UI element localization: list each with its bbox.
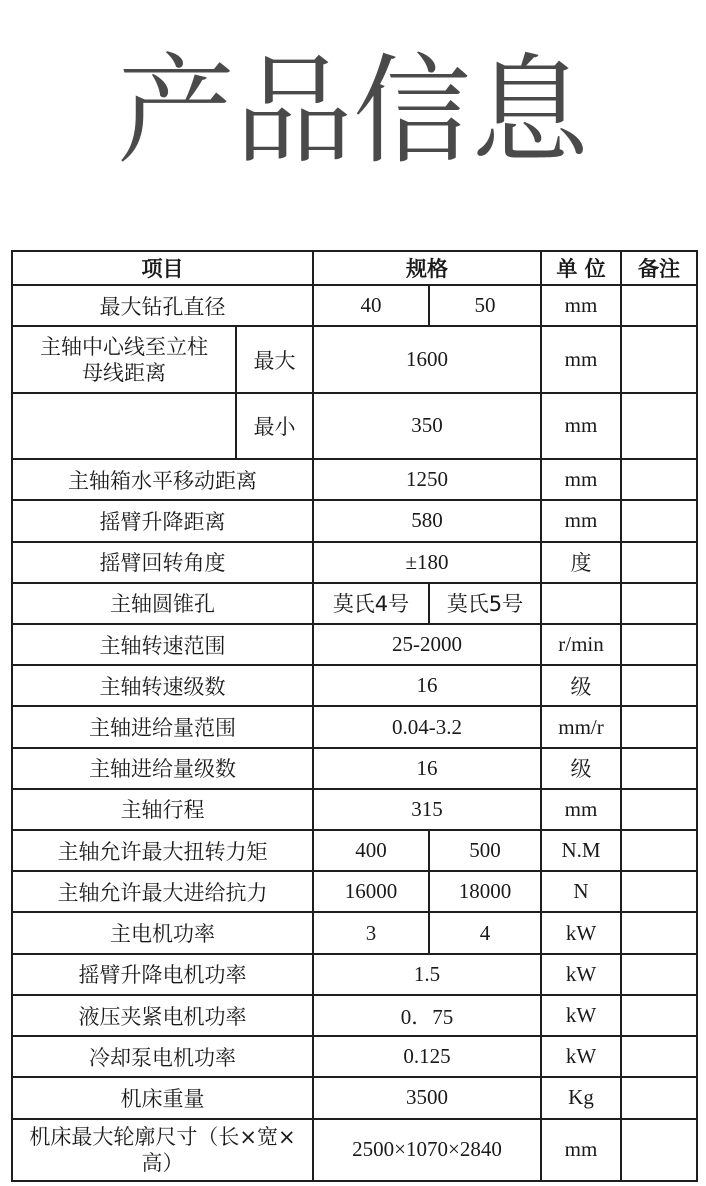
header-note: 备注 bbox=[621, 251, 697, 285]
row-name: 主轴转速级数 bbox=[12, 665, 313, 706]
row-note bbox=[621, 912, 697, 953]
table-row bbox=[12, 459, 697, 500]
row-value: 16 bbox=[313, 748, 541, 789]
row-unit: mm bbox=[541, 500, 621, 541]
row-name: 液压夹紧电机功率 bbox=[12, 995, 313, 1036]
row-note bbox=[621, 285, 697, 326]
row-value-2: 50 bbox=[429, 285, 541, 326]
row-unit: mm/r bbox=[541, 706, 621, 747]
row-name: 摇臂回转角度 bbox=[12, 542, 313, 583]
row-value-1: 莫氏4号 bbox=[313, 583, 429, 624]
row-unit: Kg bbox=[541, 1077, 621, 1118]
table-row bbox=[12, 912, 697, 953]
row-note bbox=[621, 624, 697, 665]
table-row bbox=[12, 1036, 697, 1077]
row-name: 主轴行程 bbox=[12, 789, 313, 830]
row-value-2: 4 bbox=[429, 912, 541, 953]
row-value: 1.5 bbox=[313, 954, 541, 995]
row-value: 1600 bbox=[313, 326, 541, 392]
table-row bbox=[12, 1077, 697, 1118]
row-value: ±180 bbox=[313, 542, 541, 583]
row-unit bbox=[541, 583, 621, 624]
row-note bbox=[621, 748, 697, 789]
row-value-1: 400 bbox=[313, 830, 429, 871]
row-name: 冷却泵电机功率 bbox=[12, 1036, 313, 1077]
row-name: 机床最大轮廓尺寸（长×宽×高） bbox=[12, 1119, 313, 1181]
row-value: 0.04-3.2 bbox=[313, 706, 541, 747]
row-note bbox=[621, 665, 697, 706]
row-value-2: 18000 bbox=[429, 871, 541, 912]
table-row bbox=[12, 954, 697, 995]
row-name: 主轴中心线至立柱母线距离 bbox=[12, 326, 236, 392]
page-title: 产品信息 bbox=[116, 42, 589, 180]
row-unit: kW bbox=[541, 995, 621, 1036]
row-value-1: 40 bbox=[313, 285, 429, 326]
table-row bbox=[12, 830, 697, 871]
row-subname: 最大 bbox=[236, 326, 313, 392]
row-unit: mm bbox=[541, 1119, 621, 1181]
row-note bbox=[621, 1119, 697, 1181]
row-value: 315 bbox=[313, 789, 541, 830]
row-value-1: 3 bbox=[313, 912, 429, 953]
row-value: 0.125 bbox=[313, 1036, 541, 1077]
row-unit: r/min bbox=[541, 624, 621, 665]
row-note bbox=[621, 1036, 697, 1077]
row-note bbox=[621, 706, 697, 747]
row-unit: mm bbox=[541, 285, 621, 326]
row-value-1: 16000 bbox=[313, 871, 429, 912]
table-row bbox=[12, 995, 697, 1036]
row-subname: 最小 bbox=[236, 393, 313, 459]
table-row bbox=[12, 393, 697, 459]
table-row bbox=[12, 706, 697, 747]
row-note bbox=[621, 583, 697, 624]
row-name: 最大钻孔直径 bbox=[12, 285, 313, 326]
row-name: 主轴允许最大进给抗力 bbox=[12, 871, 313, 912]
row-value-2: 500 bbox=[429, 830, 541, 871]
row-note bbox=[621, 459, 697, 500]
row-value: 0．75 bbox=[313, 995, 541, 1036]
table-row bbox=[12, 1119, 697, 1181]
header-item: 项目 bbox=[12, 251, 313, 285]
row-name: 摇臂升降距离 bbox=[12, 500, 313, 541]
row-note bbox=[621, 995, 697, 1036]
row-value: 3500 bbox=[313, 1077, 541, 1118]
row-value: 16 bbox=[313, 665, 541, 706]
row-unit: mm bbox=[541, 393, 621, 459]
row-name: 主轴转速范围 bbox=[12, 624, 313, 665]
row-unit: mm bbox=[541, 789, 621, 830]
row-note bbox=[621, 500, 697, 541]
row-note bbox=[621, 954, 697, 995]
row-name: 摇臂升降电机功率 bbox=[12, 954, 313, 995]
row-unit: kW bbox=[541, 954, 621, 995]
row-unit: 级 bbox=[541, 665, 621, 706]
row-unit: 度 bbox=[541, 542, 621, 583]
row-note bbox=[621, 393, 697, 459]
table-row bbox=[12, 285, 697, 326]
row-value: 350 bbox=[313, 393, 541, 459]
row-unit: mm bbox=[541, 459, 621, 500]
row-name: 主轴圆锥孔 bbox=[12, 583, 313, 624]
row-note bbox=[621, 871, 697, 912]
row-note bbox=[621, 542, 697, 583]
row-name: 主电机功率 bbox=[12, 912, 313, 953]
table-row bbox=[12, 583, 697, 624]
row-value-2: 莫氏5号 bbox=[429, 583, 541, 624]
row-note bbox=[621, 1077, 697, 1118]
header-unit: 单 位 bbox=[541, 251, 621, 285]
row-value: 25-2000 bbox=[313, 624, 541, 665]
table-row bbox=[12, 871, 697, 912]
row-name: 主轴进给量级数 bbox=[12, 748, 313, 789]
row-unit: kW bbox=[541, 912, 621, 953]
row-unit: 级 bbox=[541, 748, 621, 789]
table-row bbox=[12, 748, 697, 789]
row-unit: N.M bbox=[541, 830, 621, 871]
table-row bbox=[12, 665, 697, 706]
table-row bbox=[12, 326, 697, 392]
table-row bbox=[12, 789, 697, 830]
table-header-row bbox=[12, 251, 697, 285]
spec-table bbox=[11, 250, 698, 1182]
row-note bbox=[621, 326, 697, 392]
row-note bbox=[621, 789, 697, 830]
row-name: 主轴允许最大扭转力矩 bbox=[12, 830, 313, 871]
row-name: 机床重量 bbox=[12, 1077, 313, 1118]
row-name: 主轴进给量范围 bbox=[12, 706, 313, 747]
table-row bbox=[12, 542, 697, 583]
row-name: 主轴箱水平移动距离 bbox=[12, 459, 313, 500]
header-spec: 规格 bbox=[313, 251, 541, 285]
row-unit: N bbox=[541, 871, 621, 912]
row-unit: kW bbox=[541, 1036, 621, 1077]
row-name-empty bbox=[12, 393, 236, 459]
row-unit: mm bbox=[541, 326, 621, 392]
table-row bbox=[12, 500, 697, 541]
table-row bbox=[12, 624, 697, 665]
row-note bbox=[621, 830, 697, 871]
row-value: 2500×1070×2840 bbox=[313, 1119, 541, 1181]
row-value: 1250 bbox=[313, 459, 541, 500]
row-value: 580 bbox=[313, 500, 541, 541]
